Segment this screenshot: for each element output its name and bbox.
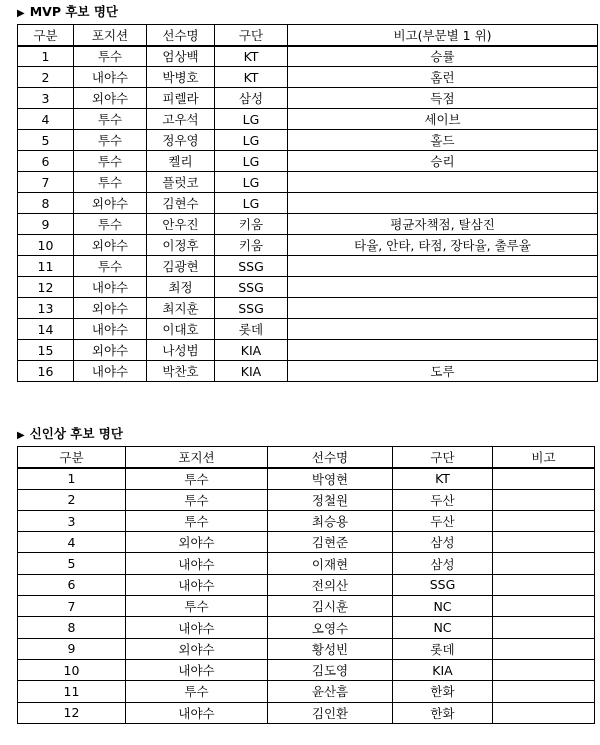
- table-cell: 투수: [126, 489, 268, 510]
- table-row: [18, 468, 595, 489]
- table-cell: 5: [18, 553, 126, 574]
- table-row: [18, 659, 595, 680]
- table-cell: 투수: [126, 596, 268, 617]
- table-row: [18, 235, 598, 256]
- table-cell: 피렐라: [147, 88, 215, 109]
- table-cell: 10: [18, 235, 74, 256]
- table-row: [18, 256, 598, 277]
- table-cell: 투수: [126, 510, 268, 531]
- table-row: [18, 193, 598, 214]
- mvp-title-text: MVP 후보 명단: [29, 4, 118, 19]
- table-cell: KT: [215, 46, 288, 67]
- table-cell: 5: [18, 130, 74, 151]
- table-cell: 내야수: [126, 659, 268, 680]
- table-cell: 정우영: [147, 130, 215, 151]
- rookie-candidates-table: [17, 446, 595, 724]
- table-cell: [493, 574, 595, 595]
- table-row: [18, 109, 598, 130]
- table-cell: SSG: [215, 256, 288, 277]
- table-cell: 내야수: [126, 574, 268, 595]
- table-cell: [288, 340, 598, 361]
- table-cell: 이대호: [147, 319, 215, 340]
- table-cell: 윤산흠: [268, 681, 393, 702]
- table-row: [18, 574, 595, 595]
- rookie-section-title: [17, 426, 123, 444]
- table-cell: 승리: [288, 151, 598, 172]
- table-cell: 4: [18, 532, 126, 553]
- table-row: [18, 617, 595, 638]
- table-cell: SSG: [215, 277, 288, 298]
- table-cell: [493, 510, 595, 531]
- table-cell: [493, 489, 595, 510]
- mvp-table-body: [18, 46, 598, 382]
- table-cell: KIA: [215, 340, 288, 361]
- table-cell: LG: [215, 109, 288, 130]
- mvp-table-header: [18, 25, 598, 46]
- table-cell: 고우석: [147, 109, 215, 130]
- rookie-table-header: [18, 447, 595, 468]
- table-row: [18, 340, 598, 361]
- table-cell: 타율, 안타, 타점, 장타율, 출루율: [288, 235, 598, 256]
- table-cell: 엄상백: [147, 46, 215, 67]
- table-row: [18, 681, 595, 702]
- table-cell: 3: [18, 88, 74, 109]
- table-cell: [493, 659, 595, 680]
- table-cell: [288, 298, 598, 319]
- rookie-column-header: 비고: [493, 447, 595, 468]
- table-row: [18, 67, 598, 88]
- table-cell: 김시훈: [268, 596, 393, 617]
- table-cell: 이재현: [268, 553, 393, 574]
- table-cell: 홀드: [288, 130, 598, 151]
- table-row: [18, 361, 598, 382]
- table-cell: [288, 193, 598, 214]
- table-cell: SSG: [393, 574, 493, 595]
- table-cell: 전의산: [268, 574, 393, 595]
- rookie-column-header: 선수명: [268, 447, 393, 468]
- table-row: [18, 553, 595, 574]
- table-cell: 8: [18, 617, 126, 638]
- table-cell: KT: [393, 468, 493, 489]
- table-row: [18, 88, 598, 109]
- table-cell: 켈리: [147, 151, 215, 172]
- table-cell: 투수: [126, 681, 268, 702]
- table-cell: 14: [18, 319, 74, 340]
- table-row: [18, 596, 595, 617]
- triangle-bullet-icon: ▶: [17, 8, 25, 19]
- table-cell: 김현수: [147, 193, 215, 214]
- table-cell: [493, 553, 595, 574]
- table-cell: 득점: [288, 88, 598, 109]
- table-cell: 한화: [393, 681, 493, 702]
- table-cell: SSG: [215, 298, 288, 319]
- table-cell: 투수: [74, 256, 147, 277]
- mvp-column-header: 선수명: [147, 25, 215, 46]
- table-cell: 세이브: [288, 109, 598, 130]
- table-cell: 투수: [74, 214, 147, 235]
- table-cell: 2: [18, 67, 74, 88]
- rookie-title-text: 신인상 후보 명단: [29, 426, 123, 441]
- table-cell: 내야수: [74, 277, 147, 298]
- table-cell: 키움: [215, 214, 288, 235]
- table-cell: 투수: [74, 109, 147, 130]
- table-cell: 16: [18, 361, 74, 382]
- table-cell: 오영수: [268, 617, 393, 638]
- table-cell: 9: [18, 214, 74, 235]
- table-cell: 롯데: [215, 319, 288, 340]
- table-cell: KIA: [215, 361, 288, 382]
- table-cell: KIA: [393, 659, 493, 680]
- table-cell: 4: [18, 109, 74, 130]
- table-row: [18, 702, 595, 723]
- table-cell: NC: [393, 596, 493, 617]
- table-cell: 6: [18, 574, 126, 595]
- table-cell: 투수: [74, 130, 147, 151]
- table-cell: 삼성: [215, 88, 288, 109]
- table-cell: 투수: [74, 172, 147, 193]
- table-cell: 외야수: [74, 193, 147, 214]
- table-row: [18, 130, 598, 151]
- table-cell: 12: [18, 702, 126, 723]
- table-cell: [288, 172, 598, 193]
- table-cell: 평균자책점, 탈삼진: [288, 214, 598, 235]
- table-cell: 안우진: [147, 214, 215, 235]
- mvp-column-header: 비고(부문별 1 위): [288, 25, 598, 46]
- table-cell: 투수: [126, 468, 268, 489]
- mvp-column-header: 구분: [18, 25, 74, 46]
- table-cell: 내야수: [74, 319, 147, 340]
- table-row: [18, 214, 598, 235]
- rookie-table-body: [18, 468, 595, 724]
- table-row: [18, 151, 598, 172]
- table-cell: 내야수: [126, 617, 268, 638]
- table-cell: [493, 702, 595, 723]
- table-cell: 나성범: [147, 340, 215, 361]
- table-cell: LG: [215, 130, 288, 151]
- table-cell: 8: [18, 193, 74, 214]
- table-cell: 12: [18, 277, 74, 298]
- table-cell: 15: [18, 340, 74, 361]
- table-cell: [288, 319, 598, 340]
- table-cell: 투수: [74, 46, 147, 67]
- table-cell: 외야수: [126, 638, 268, 659]
- table-cell: 최승용: [268, 510, 393, 531]
- table-cell: 두산: [393, 489, 493, 510]
- table-cell: 외야수: [74, 340, 147, 361]
- table-cell: 삼성: [393, 553, 493, 574]
- table-cell: 정철원: [268, 489, 393, 510]
- table-cell: 승률: [288, 46, 598, 67]
- table-cell: [493, 681, 595, 702]
- table-cell: 13: [18, 298, 74, 319]
- table-row: [18, 46, 598, 67]
- table-cell: 10: [18, 659, 126, 680]
- table-cell: 9: [18, 638, 126, 659]
- table-cell: LG: [215, 193, 288, 214]
- table-cell: 김도영: [268, 659, 393, 680]
- table-cell: 김인환: [268, 702, 393, 723]
- table-cell: 도루: [288, 361, 598, 382]
- rookie-column-header: 구분: [18, 447, 126, 468]
- table-cell: 한화: [393, 702, 493, 723]
- table-cell: [493, 596, 595, 617]
- table-cell: [288, 277, 598, 298]
- table-cell: 황성빈: [268, 638, 393, 659]
- table-cell: 김광현: [147, 256, 215, 277]
- table-cell: 최정: [147, 277, 215, 298]
- table-cell: 삼성: [393, 532, 493, 553]
- rookie-header-row: [18, 447, 595, 468]
- table-row: [18, 277, 598, 298]
- table-cell: 내야수: [74, 67, 147, 88]
- table-row: [18, 298, 598, 319]
- table-cell: 이정후: [147, 235, 215, 256]
- table-cell: 투수: [74, 151, 147, 172]
- table-cell: 11: [18, 681, 126, 702]
- table-cell: KT: [215, 67, 288, 88]
- mvp-candidates-table: [17, 24, 598, 382]
- table-cell: [493, 638, 595, 659]
- table-cell: 홈런: [288, 67, 598, 88]
- table-cell: [493, 468, 595, 489]
- table-cell: 7: [18, 172, 74, 193]
- table-cell: 외야수: [74, 88, 147, 109]
- table-cell: 1: [18, 46, 74, 67]
- table-row: [18, 510, 595, 531]
- table-row: [18, 489, 595, 510]
- triangle-bullet-icon: ▶: [17, 430, 25, 441]
- table-cell: [493, 617, 595, 638]
- table-cell: 외야수: [126, 532, 268, 553]
- mvp-column-header: 포지션: [74, 25, 147, 46]
- table-cell: 두산: [393, 510, 493, 531]
- table-row: [18, 319, 598, 340]
- table-cell: 키움: [215, 235, 288, 256]
- mvp-section-title: [17, 4, 118, 22]
- table-cell: 1: [18, 468, 126, 489]
- table-cell: 외야수: [74, 298, 147, 319]
- table-cell: [288, 256, 598, 277]
- table-cell: 11: [18, 256, 74, 277]
- mvp-header-row: [18, 25, 598, 46]
- rookie-column-header: 구단: [393, 447, 493, 468]
- mvp-column-header: 구단: [215, 25, 288, 46]
- table-row: [18, 638, 595, 659]
- table-cell: 롯데: [393, 638, 493, 659]
- table-cell: 2: [18, 489, 126, 510]
- table-cell: 박영현: [268, 468, 393, 489]
- table-row: [18, 172, 598, 193]
- table-cell: 외야수: [74, 235, 147, 256]
- table-cell: 최지훈: [147, 298, 215, 319]
- rookie-column-header: 포지션: [126, 447, 268, 468]
- table-row: [18, 532, 595, 553]
- table-cell: 박병호: [147, 67, 215, 88]
- table-cell: LG: [215, 151, 288, 172]
- table-cell: 내야수: [126, 553, 268, 574]
- table-cell: 플럿코: [147, 172, 215, 193]
- table-cell: NC: [393, 617, 493, 638]
- table-cell: 박찬호: [147, 361, 215, 382]
- table-cell: 김현준: [268, 532, 393, 553]
- table-cell: 3: [18, 510, 126, 531]
- table-cell: 내야수: [126, 702, 268, 723]
- table-cell: 6: [18, 151, 74, 172]
- table-cell: [493, 532, 595, 553]
- table-cell: LG: [215, 172, 288, 193]
- table-cell: 내야수: [74, 361, 147, 382]
- table-cell: 7: [18, 596, 126, 617]
